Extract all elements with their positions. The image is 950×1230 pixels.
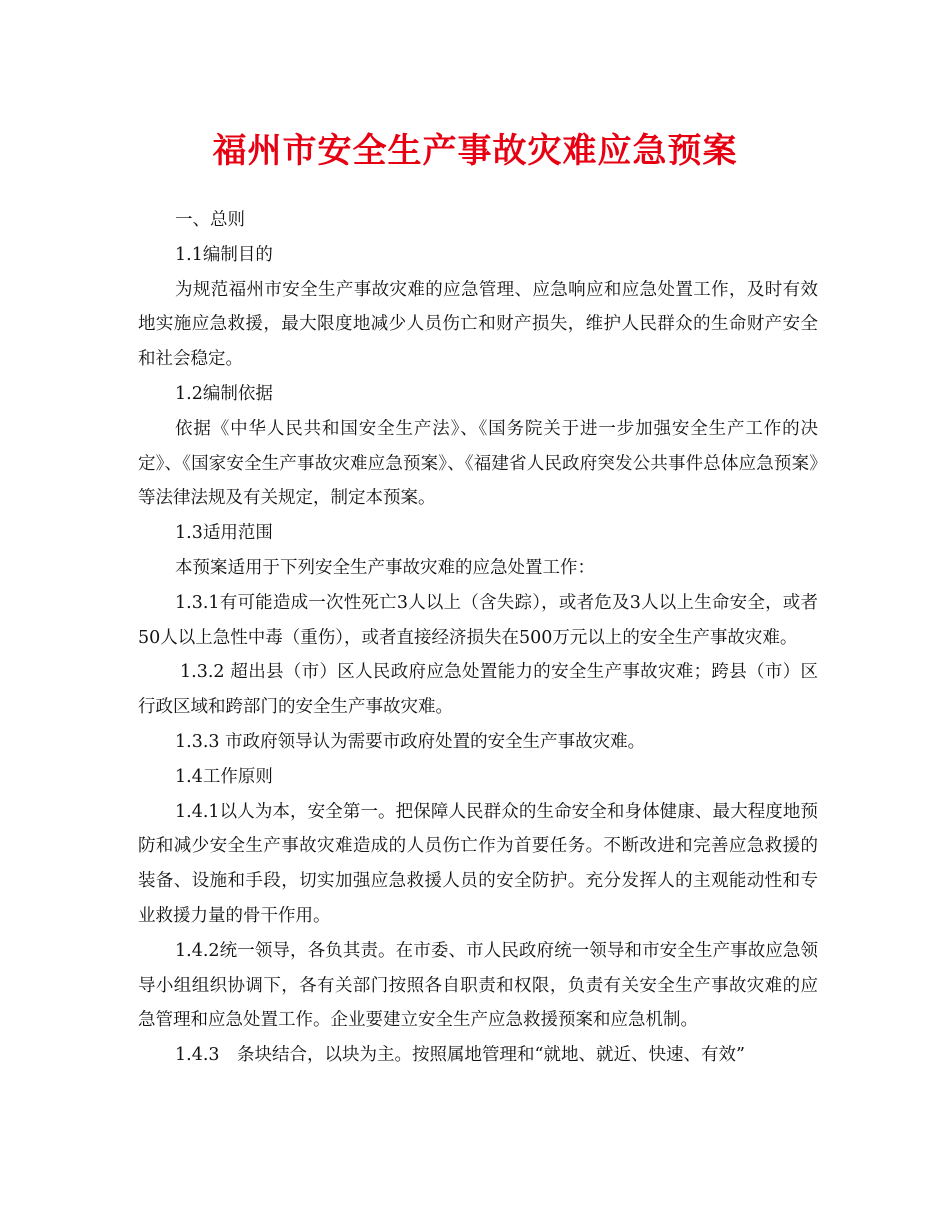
heading-general-principles: 一、总则 [175,210,245,230]
paragraph-purpose: 为规范福州市安全生产事故灾难的应急管理、应急响应和应急处置工作，及时有效地实施应急救援，最大限度地减少人员伤亡和财产损失，维护人民群众的生命财产安全和社会稳定。 [138,279,818,370]
heading-work-principles: 1.4工作原则 [175,766,273,787]
paragraph-scope-1-3-1: 1.3.1有可能造成一次性死亡3人以上（含失踪），或者危及3人以上生命安全，或者50人以上急性中毒（重伤），或者直接经济损失在500万元以上的安全生产事故灾难。 [138,592,818,648]
heading-basis: 1.2编制依据 [175,383,273,404]
document-title: 福州市安全生产事故灾难应急预案 [212,131,738,171]
paragraph-principle-1-4-1: 1.4.1以人为本，安全第一。把保障人民群众的生命安全和身体健康、最大程度地预防和减少安全生产事故灾难造成的人员伤亡作为首要任务。不断改进和完善应急救援的装备、设施和手段，切实加强应急救援人员的安全防护。充分发挥人的主观能动性和专业救援力量的骨干作用。 [138,801,818,926]
paragraph-scope-1-3-3: 1.3.3 市政府领导认为需要市政府处置的安全生产事故灾难。 [175,731,646,752]
paragraph-scope-intro: 本预案适用于下列安全生产事故灾难的应急处置工作： [175,557,595,578]
heading-scope: 1.3适用范围 [175,523,273,544]
paragraph-principle-1-4-2: 1.4.2统一领导，各负其责。在市委、市人民政府统一领导和市安全生产事故应急领导小组组织协调下，各有关部门按照各自职责和权限，负责有关安全生产事故灾难的应急管理和应急处置工作。企业要建立安全生产应急救援预案和应急机制。 [138,940,818,1031]
paragraph-basis: 依据《中华人民共和国安全生产法》、《国务院关于进一步加强安全生产工作的决定》、《国家安全生产事故灾难应急预案》、《福建省人民政府突发公共事件总体应急预案》等法律法规及有关规定，制定本预案。 [138,418,818,509]
heading-purpose: 1.1编制目的 [175,244,273,265]
document-body [138,203,818,1073]
paragraph-scope-1-3-2: 1.3.2 超出县（市）区人民政府应急处置能力的安全生产事故灾难；跨县（市）区行政区域和跨部门的安全生产事故灾难。 [138,662,818,718]
paragraph-principle-1-4-3: 1.4.3 条块结合，以块为主。按照属地管理和“就地、就近、快速、有效” [175,1045,745,1066]
